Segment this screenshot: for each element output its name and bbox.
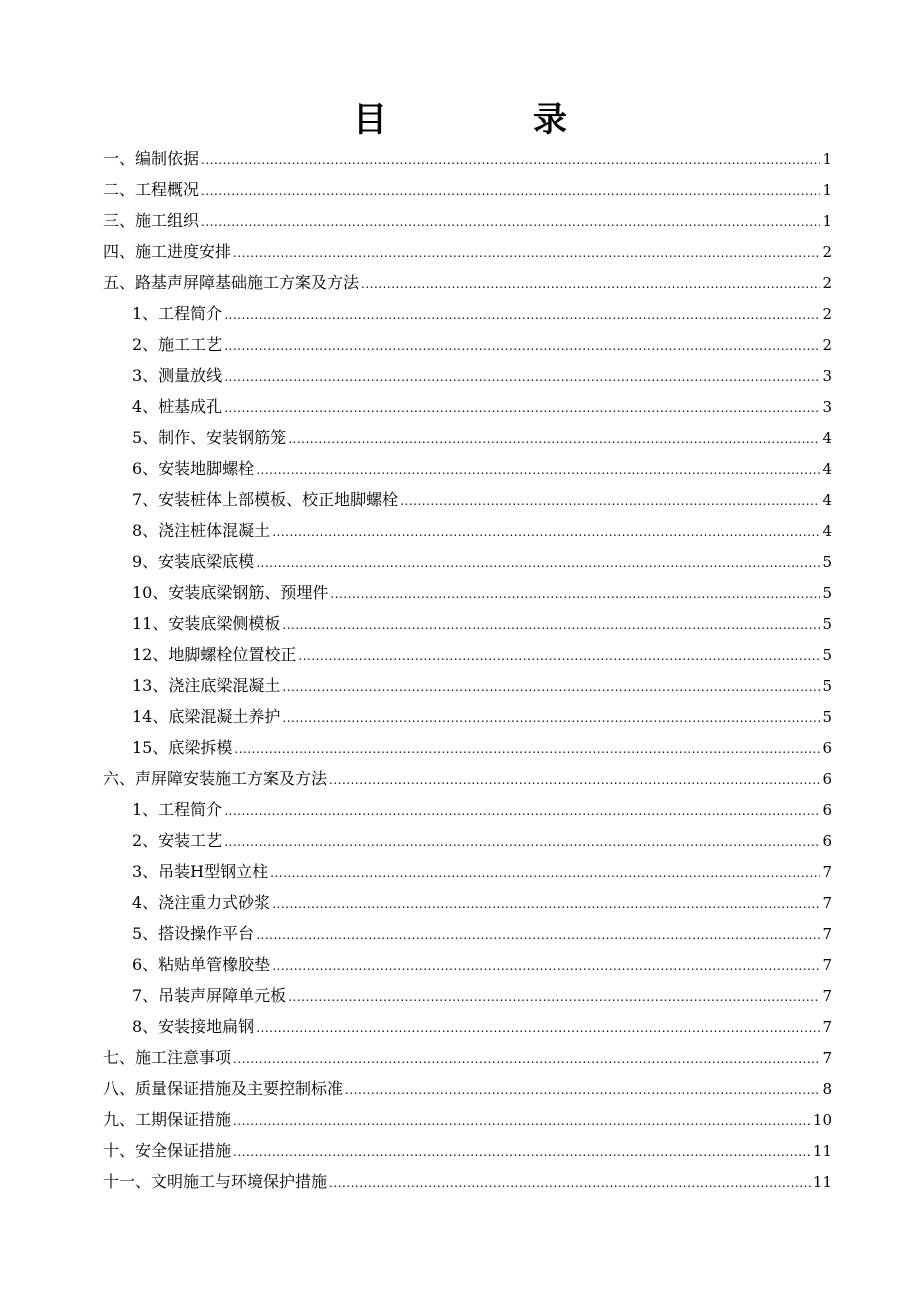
toc-entry-page: 3 (822, 398, 832, 416)
page-title: 目 录 (353, 100, 623, 140)
toc-entry[interactable] (103, 1073, 832, 1104)
toc-entry[interactable] (103, 608, 832, 639)
toc-entry-page: 1 (822, 212, 832, 230)
toc-entry-label: 2、施工工艺 (132, 335, 223, 354)
toc-entry[interactable] (103, 422, 832, 453)
toc-entry-label: 1、工程简介 (132, 800, 223, 819)
toc-entry-page: 5 (822, 584, 832, 602)
toc-entry-page: 5 (822, 553, 832, 571)
toc-entry[interactable] (103, 453, 832, 484)
toc-entry-label: 15、底梁拆模 (132, 738, 233, 757)
toc-leader-dots (224, 827, 820, 858)
toc-entry-label: 九、工期保证措施 (103, 1110, 232, 1129)
toc-entry-label: 三、施工组织 (103, 211, 200, 230)
toc-entry-label: 11、安装底梁侧模板 (132, 614, 281, 633)
toc-entry-page: 8 (822, 1080, 832, 1098)
toc-leader-dots (361, 269, 820, 300)
toc-entry-label: 六、声屏障安装施工方案及方法 (103, 769, 328, 788)
toc-entry-page: 4 (822, 491, 832, 509)
toc-entry-label: 1、工程简介 (132, 304, 223, 323)
toc-entry[interactable] (103, 515, 832, 546)
toc-entry-label: 5、搭设操作平台 (132, 924, 255, 943)
toc-leader-dots (224, 331, 820, 362)
toc-leader-dots (288, 424, 820, 455)
toc-entry-page: 6 (822, 770, 832, 788)
toc-entry-label: 10、安装底梁钢筋、预埋件 (132, 583, 329, 602)
toc-entry[interactable] (103, 825, 832, 856)
toc-entry-page: 6 (822, 801, 832, 819)
toc-entry-page: 1 (822, 181, 832, 199)
toc-leader-dots (298, 641, 820, 672)
toc-entry[interactable] (103, 856, 832, 887)
toc-entry-label: 2、安装工艺 (132, 831, 223, 850)
toc-entry[interactable] (103, 360, 832, 391)
toc-leader-dots (272, 889, 820, 920)
toc-entry-label: 6、粘贴单管橡胶垫 (132, 955, 271, 974)
toc-entry[interactable] (103, 577, 832, 608)
toc-leader-dots (224, 362, 820, 393)
toc-entry-label: 3、测量放线 (132, 366, 223, 385)
toc-entry-page: 5 (822, 615, 832, 633)
toc-leader-dots (345, 1075, 820, 1106)
toc-leader-dots (400, 486, 820, 517)
toc-leader-dots (288, 982, 820, 1013)
toc-leader-dots (256, 455, 820, 486)
toc-leader-dots (256, 548, 820, 579)
toc-entry-label: 七、施工注意事项 (103, 1048, 232, 1067)
toc-entry-label: 12、地脚螺栓位置校正 (132, 645, 297, 664)
toc-leader-dots (234, 734, 820, 765)
toc-entry-page: 7 (822, 925, 832, 943)
toc-entry[interactable] (103, 1166, 832, 1197)
toc-entry-label: 7、安装桩体上部模板、校正地脚螺栓 (132, 490, 399, 509)
toc-leader-dots (224, 796, 820, 827)
toc-entry[interactable] (103, 1011, 832, 1042)
toc-entry[interactable] (103, 1042, 832, 1073)
toc-leader-dots (329, 1168, 811, 1199)
toc-entry-page: 1 (822, 150, 832, 168)
toc-leader-dots (272, 951, 820, 982)
toc-leader-dots (224, 393, 820, 424)
toc-entry[interactable] (103, 639, 832, 670)
toc-leader-dots (256, 1013, 820, 1044)
toc-leader-dots (282, 672, 820, 703)
toc-entry[interactable] (103, 391, 832, 422)
toc-entry-label: 5、制作、安装钢筋笼 (132, 428, 287, 447)
table-of-contents (103, 143, 832, 1197)
toc-entry-label: 6、安装地脚螺栓 (132, 459, 255, 478)
toc-entry[interactable] (103, 701, 832, 732)
toc-leader-dots (256, 920, 820, 951)
toc-entry-page: 4 (822, 460, 832, 478)
toc-entry-page: 5 (822, 677, 832, 695)
toc-entry-page: 11 (812, 1142, 832, 1160)
toc-entry-page: 2 (822, 274, 832, 292)
toc-entry[interactable] (103, 267, 832, 298)
toc-entry[interactable] (103, 1104, 832, 1135)
toc-entry-label: 二、工程概况 (103, 180, 200, 199)
toc-entry-page: 6 (822, 739, 832, 757)
toc-entry-label: 8、安装接地扁钢 (132, 1017, 255, 1036)
toc-leader-dots (201, 207, 820, 238)
toc-leader-dots (282, 610, 820, 641)
toc-entry-label: 9、安装底梁底模 (132, 552, 255, 571)
toc-leader-dots (201, 176, 820, 207)
toc-entry[interactable] (103, 484, 832, 515)
toc-entry-page: 4 (822, 429, 832, 447)
toc-entry-label: 四、施工进度安排 (103, 242, 232, 261)
toc-entry[interactable] (103, 794, 832, 825)
toc-leader-dots (201, 145, 820, 176)
toc-entry-page: 7 (822, 987, 832, 1005)
toc-entry-label: 五、路基声屏障基础施工方案及方法 (103, 273, 360, 292)
toc-entry[interactable] (103, 143, 832, 174)
toc-entry-label: 八、质量保证措施及主要控制标准 (103, 1079, 344, 1098)
toc-entry-page: 11 (812, 1173, 832, 1191)
toc-entry-label: 13、浇注底梁混凝土 (132, 676, 281, 695)
toc-entry-label: 十一、文明施工与环境保护措施 (103, 1172, 328, 1191)
toc-entry[interactable] (103, 546, 832, 577)
toc-entry[interactable] (103, 205, 832, 236)
toc-entry-label: 3、吊装H型钢立柱 (132, 862, 269, 881)
toc-entry[interactable] (103, 236, 832, 267)
toc-entry-label: 4、浇注重力式砂浆 (132, 893, 271, 912)
toc-entry-page: 7 (822, 894, 832, 912)
toc-entry-page: 3 (822, 367, 832, 385)
toc-entry[interactable] (103, 732, 832, 763)
toc-entry-page: 5 (822, 646, 832, 664)
toc-entry-label: 14、底梁混凝土养护 (132, 707, 281, 726)
toc-leader-dots (233, 1106, 811, 1137)
toc-entry[interactable] (103, 763, 832, 794)
toc-entry[interactable] (103, 329, 832, 360)
toc-entry-page: 7 (822, 956, 832, 974)
toc-leader-dots (272, 517, 820, 548)
toc-entry-label: 十、安全保证措施 (103, 1141, 232, 1160)
toc-entry[interactable] (103, 980, 832, 1011)
toc-entry-page: 7 (822, 863, 832, 881)
toc-entry[interactable] (103, 670, 832, 701)
toc-entry-page: 7 (822, 1018, 832, 1036)
toc-entry-label: 7、吊装声屏障单元板 (132, 986, 287, 1005)
toc-entry-page: 4 (822, 522, 832, 540)
toc-entry-page: 5 (822, 708, 832, 726)
toc-leader-dots (282, 703, 820, 734)
toc-entry-page: 2 (822, 243, 832, 261)
toc-leader-dots (224, 300, 820, 331)
toc-entry[interactable] (103, 949, 832, 980)
toc-leader-dots (233, 1044, 820, 1075)
toc-leader-dots (330, 579, 820, 610)
toc-entry-page: 10 (812, 1111, 832, 1129)
toc-entry-label: 8、浇注桩体混凝土 (132, 521, 271, 540)
toc-leader-dots (270, 858, 820, 889)
toc-leader-dots (233, 1137, 811, 1168)
toc-entry-page: 2 (822, 305, 832, 323)
toc-entry[interactable] (103, 887, 832, 918)
toc-entry-page: 2 (822, 336, 832, 354)
toc-entry[interactable] (103, 918, 832, 949)
toc-leader-dots (233, 238, 820, 269)
toc-leader-dots (329, 765, 820, 796)
toc-entry-label: 一、编制依据 (103, 149, 200, 168)
toc-entry[interactable] (103, 1135, 832, 1166)
toc-entry-page: 7 (822, 1049, 832, 1067)
toc-entry[interactable] (103, 174, 832, 205)
toc-entry-label: 4、桩基成孔 (132, 397, 223, 416)
toc-entry[interactable] (103, 298, 832, 329)
toc-entry-page: 6 (822, 832, 832, 850)
